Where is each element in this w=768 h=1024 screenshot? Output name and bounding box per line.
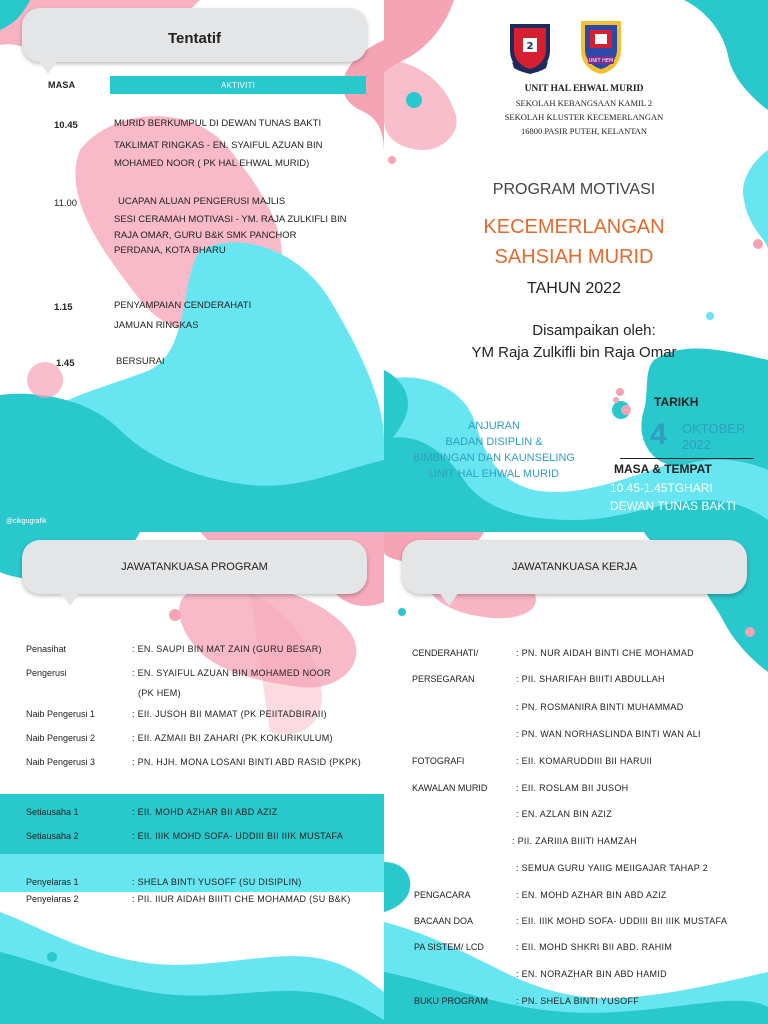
- committee-member: : EN. NORAZHAR BIN ABD HAMID: [516, 969, 667, 979]
- committee-role: Setiausaha 2: [26, 831, 79, 841]
- schedule-activity: JAMUAN RINGKAS: [114, 320, 199, 331]
- committee-role: BUKU PROGRAM: [414, 996, 489, 1006]
- unit-hem-logo: [576, 18, 626, 76]
- committee-member: : PN. WAN NORHASLINDA BINTI WAN ALI: [516, 729, 701, 739]
- committee-role: Naib Pengerusi 3: [26, 757, 96, 767]
- masa-header: MASA: [48, 80, 76, 90]
- work-committee-title: JAWATANKUASA KERJA: [511, 561, 638, 573]
- school-cluster: SEKOLAH KLUSTER KECEMERLANGAN: [504, 112, 664, 122]
- aktiviti-header: AKTIVITI: [220, 81, 256, 90]
- schedule-activity: RAJA OMAR, GURU B&K SMK PANCHOR: [114, 230, 297, 241]
- school-logo-number: 2: [526, 41, 534, 52]
- tentatif-title: Tentatif: [167, 30, 222, 47]
- school-logo: [506, 20, 554, 76]
- schedule-activity: PENYAMPAIAN CENDERAHATI: [114, 300, 252, 311]
- organizer-line: ANJURAN: [468, 420, 520, 432]
- committee-member: : EII. JUSOH BII MAMAT (PK PEIITADBIRAII): [132, 709, 327, 719]
- committee-member: : EII. ROSLAM BII JUSOH: [516, 783, 629, 793]
- program-year: TAHUN 2022: [527, 280, 621, 297]
- committee-role: PENGACARA: [414, 890, 471, 900]
- committee-member: : PII. SHARIFAH BIIITI ABDULLAH: [516, 674, 665, 684]
- schedule-activity: BERSURAI: [116, 356, 165, 367]
- committee-role: Naib Pengerusi 1: [26, 709, 96, 719]
- committee-role: Penyelaras 1: [26, 877, 79, 887]
- work-committee-panel: [384, 532, 768, 1024]
- committee-member: : EN. SYAIFUL AZUAN BIN MOHAMED NOOR: [132, 668, 331, 678]
- committee-role: KAWALAN MURID: [412, 783, 488, 793]
- unit-name: UNIT HAL EHWAL MURID: [524, 84, 644, 94]
- cover-panel: [384, 0, 768, 532]
- program-title-line2: SAHSIAH MURID: [494, 246, 654, 268]
- date-label: TARIKH: [654, 395, 699, 409]
- committee-member: : SHELA BINTI YUSOFF (SU DISIPLIN): [132, 877, 302, 887]
- schedule-time: 11.00: [54, 198, 78, 209]
- committee-role: CENDERAHATI/: [412, 648, 479, 658]
- program-title-line1: KECEMERLANGAN: [483, 216, 665, 238]
- program-label: PROGRAM MOTIVASI: [492, 181, 656, 198]
- organizer-line: BADAN DISIPLIN &: [445, 436, 543, 448]
- committee-member: : EII. IIIK MOHD SOFA- UDDIII BII IIIK MUSTAFA: [132, 831, 344, 841]
- secretary-band: [0, 794, 384, 854]
- committee-role: Penyelaras 2: [26, 894, 79, 904]
- venue-label: MASA & TEMPAT: [614, 462, 712, 476]
- program-committee-title: JAWATANKUASA PROGRAM: [121, 561, 268, 573]
- committee-member: : EII. AZMAII BII ZAHARI (PK KOKURIKULUM): [132, 733, 333, 743]
- date-divider: [620, 458, 754, 459]
- committee-member: (PK HEM): [138, 688, 181, 698]
- bubble-tail: [60, 592, 80, 606]
- tentatif-panel: [0, 0, 384, 532]
- date-day: 4: [650, 418, 667, 451]
- time-range: 10.45-1.45TGHARI: [610, 481, 713, 495]
- committee-role: BACAAN DOA: [414, 916, 474, 926]
- schedule-activity: MOHAMED NOOR ( PK HAL EHWAL MURID): [114, 158, 310, 169]
- committee-member: : PN. ROSMANIRA BINTI MUHAMMAD: [516, 702, 684, 712]
- committee-member: : EN. SAUPI BIN MAT ZAIN (GURU BESAR): [132, 644, 322, 654]
- date-year: 2022: [682, 437, 711, 452]
- committee-role: Pengerusi: [26, 668, 67, 678]
- schedule-time: 10.45: [54, 120, 78, 131]
- committee-member: : PN. SHELA BINTI YUSOFF: [516, 996, 640, 1006]
- bubble-tail: [439, 592, 459, 606]
- committee-role: Naib Pengerusi 2: [26, 733, 96, 743]
- committee-role: PERSEGARAN: [412, 674, 475, 684]
- committee-member: : EII. KOMARUDDIII BII HARUII: [516, 756, 653, 766]
- organizer-block: [384, 418, 604, 482]
- committee-member: : PN. NUR AIDAH BINTI CHE MOHAMAD: [516, 648, 694, 658]
- date-month: OKTOBER: [682, 421, 746, 436]
- credit-text: @cikgugrafik: [6, 518, 47, 525]
- committee-member: : PII. ZARIIIA BIIITI HAMZAH: [512, 836, 637, 846]
- schedule-activity: TAKLIMAT RINGKAS - EN. SYAIFUL AZUAN BIN: [114, 140, 323, 151]
- schedule-time: 1.15: [54, 302, 73, 313]
- organizer-line: UNIT HAL EHWAL MURID: [429, 468, 559, 480]
- presented-by-label: Disampaikan oleh:: [532, 322, 656, 339]
- committee-member: : SEMUA GURU YAIIG MEIIGAJAR TAHAP 2: [516, 863, 709, 873]
- unit-hem-logo-text: UNIT HEM: [588, 58, 614, 64]
- bubble-tail: [38, 60, 58, 74]
- school-name: SEKOLAH KEBANGSAAN KAMIL 2: [515, 98, 653, 108]
- committee-member: : EII. IIIK MOHD SOFA- UDDIII BII IIIK MUSTAFA: [516, 916, 728, 926]
- committee-role: Penasihat: [26, 644, 67, 654]
- schedule-activity: SESI CERAMAH MOTIVASI - YM. RAJA ZULKIFLI BIN: [114, 214, 347, 225]
- schedule-time: 1.45: [56, 358, 75, 369]
- schedule-activity: PERDANA, KOTA BHARU: [114, 245, 226, 256]
- committee-member: : EII. MOHD AZHAR BII ABD AZIZ: [132, 807, 278, 817]
- committee-role: FOTOGRAFI: [412, 756, 465, 766]
- schedule-activity: UCAPAN ALUAN PENGERUSI MAJLIS: [118, 196, 286, 207]
- schedule-activity: MURID BERKUMPUL DI DEWAN TUNAS BAKTI: [114, 118, 322, 129]
- committee-role: Setiausaha 1: [26, 807, 79, 817]
- venue-name: DEWAN TUNAS BAKTI: [610, 499, 737, 513]
- committee-member: : EN. AZLAN BIN AZIZ: [516, 809, 613, 819]
- speaker-name: YM Raja Zulkifli bin Raja Omar: [471, 344, 677, 361]
- committee-member: : EII. MOHD SHKRI BII ABD. RAHIM: [516, 942, 673, 952]
- committee-member: : PII. IIUR AIDAH BIIITI CHE MOHAMAD (SU B&K): [132, 894, 351, 904]
- committee-member: : EN. MOHD AZHAR BIN ABD AZIZ: [516, 890, 667, 900]
- committee-role: PA SISTEM/ LCD: [414, 942, 484, 952]
- school-address: 16800 PASIR PUTEH, KELANTAN: [520, 126, 648, 136]
- organizer-line: BIMBINGAN DAN KAUNSELING: [413, 452, 575, 464]
- program-committee-panel: [0, 532, 384, 1024]
- committee-member: : PN. HJH. MONA LOSANI BINTI ABD RASID (PKPK): [132, 757, 362, 767]
- program-committee-background: [0, 532, 384, 1024]
